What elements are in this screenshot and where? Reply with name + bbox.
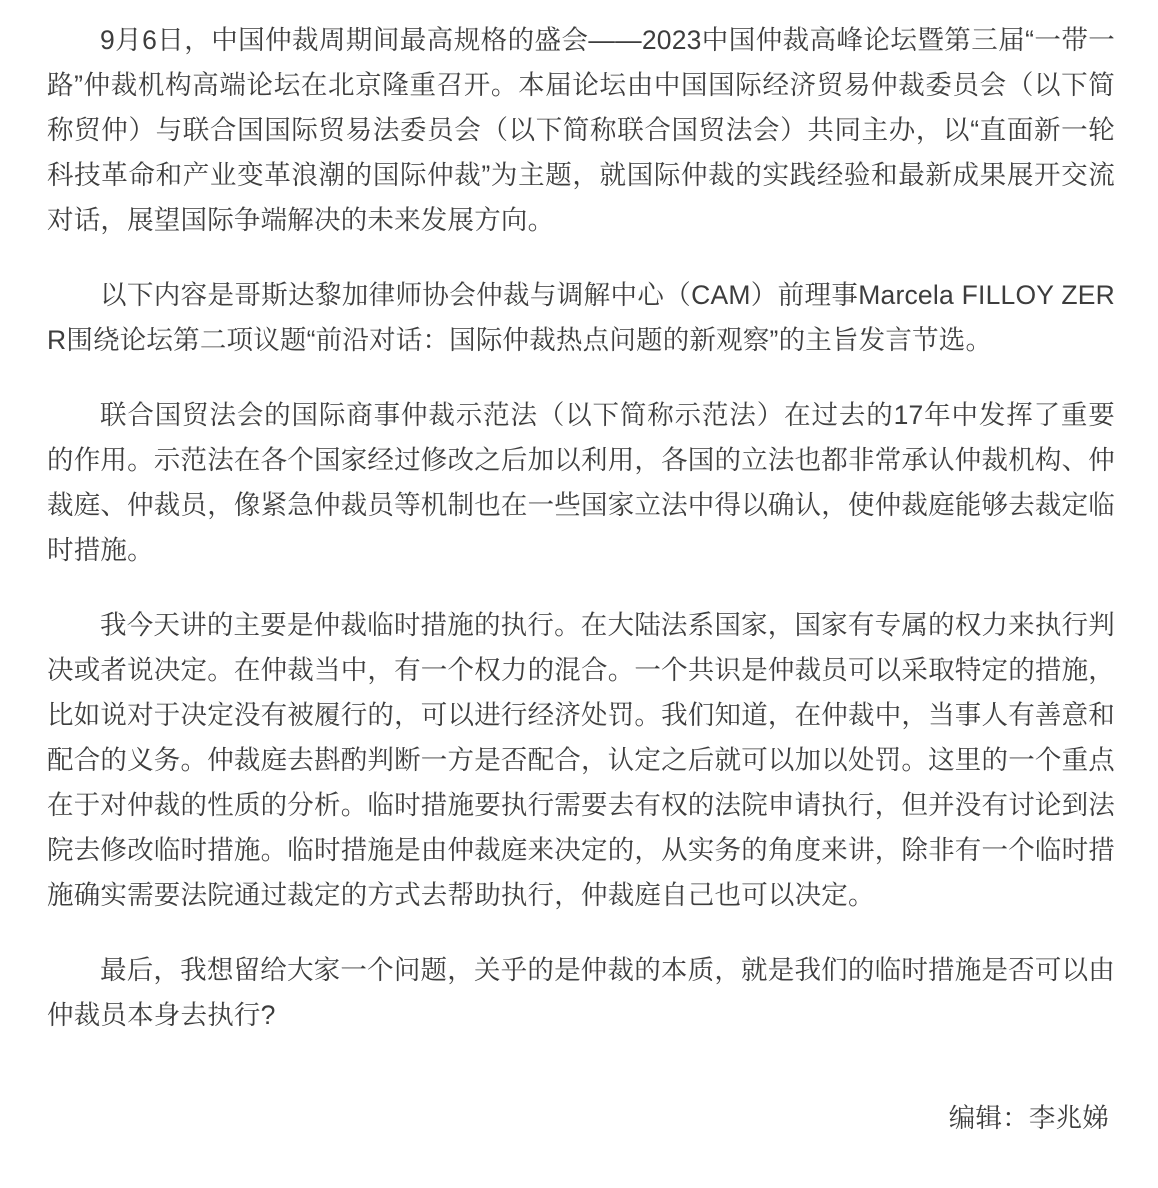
article-body [47, 18, 1115, 1141]
signature-block [47, 1096, 1115, 1141]
paragraph-intro-forum-opening: 9月6日，中国仲裁周期间最高规格的盛会——2023中国仲裁高峰论坛暨第三届“一带一路”仲裁机构高端论坛在北京隆重召开。本届论坛由中国国际经济贸易仲裁委员会（以下简称贸仲）与联合国国际贸易法委员会（以下简称联合国贸法会）共同主办，以“直面新一轮科技革命和产业变革浪潮的国际仲裁”为主题，就国际仲裁的实践经验和最新成果展开交流对话，展望国际争端解决的未来发展方向。 [47, 25, 1115, 235]
paragraph-closing-question: 最后，我想留给大家一个问题，关乎的是仲裁的本质，就是我们的临时措施是否可以由仲裁员本身去执行? [47, 955, 1115, 1030]
paragraph-interim-measures-enforcement: 我今天讲的主要是仲裁临时措施的执行。在大陆法系国家，国家有专属的权力来执行判决或者说决定。在仲裁当中，有一个权力的混合。一个共识是仲裁员可以采取特定的措施，比如说对于决定没有被履行的，可以进行经济处罚。我们知道，在仲裁中，当事人有善意和配合的义务。仲裁庭去斟酌判断一方是否配合，认定之后就可以加以处罚。这里的一个重点在于对仲裁的性质的分析。临时措施要执行需要去有权的法院申请执行，但并没有讨论到法院去修改临时措施。临时措施是由仲裁庭来决定的，从实务的角度来讲，除非有一个临时措施确实需要法院通过裁定的方式去帮助执行，仲裁庭自己也可以决定。 [47, 610, 1115, 910]
paragraph-model-law-background: 联合国贸法会的国际商事仲裁示范法（以下简称示范法）在过去的17年中发挥了重要的作用。示范法在各个国家经过修改之后加以利用，各国的立法也都非常承认仲裁机构、仲裁庭、仲裁员，像紧急仲裁员等机制也在一些国家立法中得以确认，使仲裁庭能够去裁定临时措施。 [47, 400, 1115, 565]
paragraph-speaker-introduction: 以下内容是哥斯达黎加律师协会仲裁与调解中心（CAM）前理事Marcela FILLOY ZERR围绕论坛第二项议题“前沿对话：国际仲裁热点问题的新观察”的主旨发言节选。 [47, 280, 1115, 355]
editor-credit: 编辑：李兆娣 [948, 1103, 1109, 1133]
